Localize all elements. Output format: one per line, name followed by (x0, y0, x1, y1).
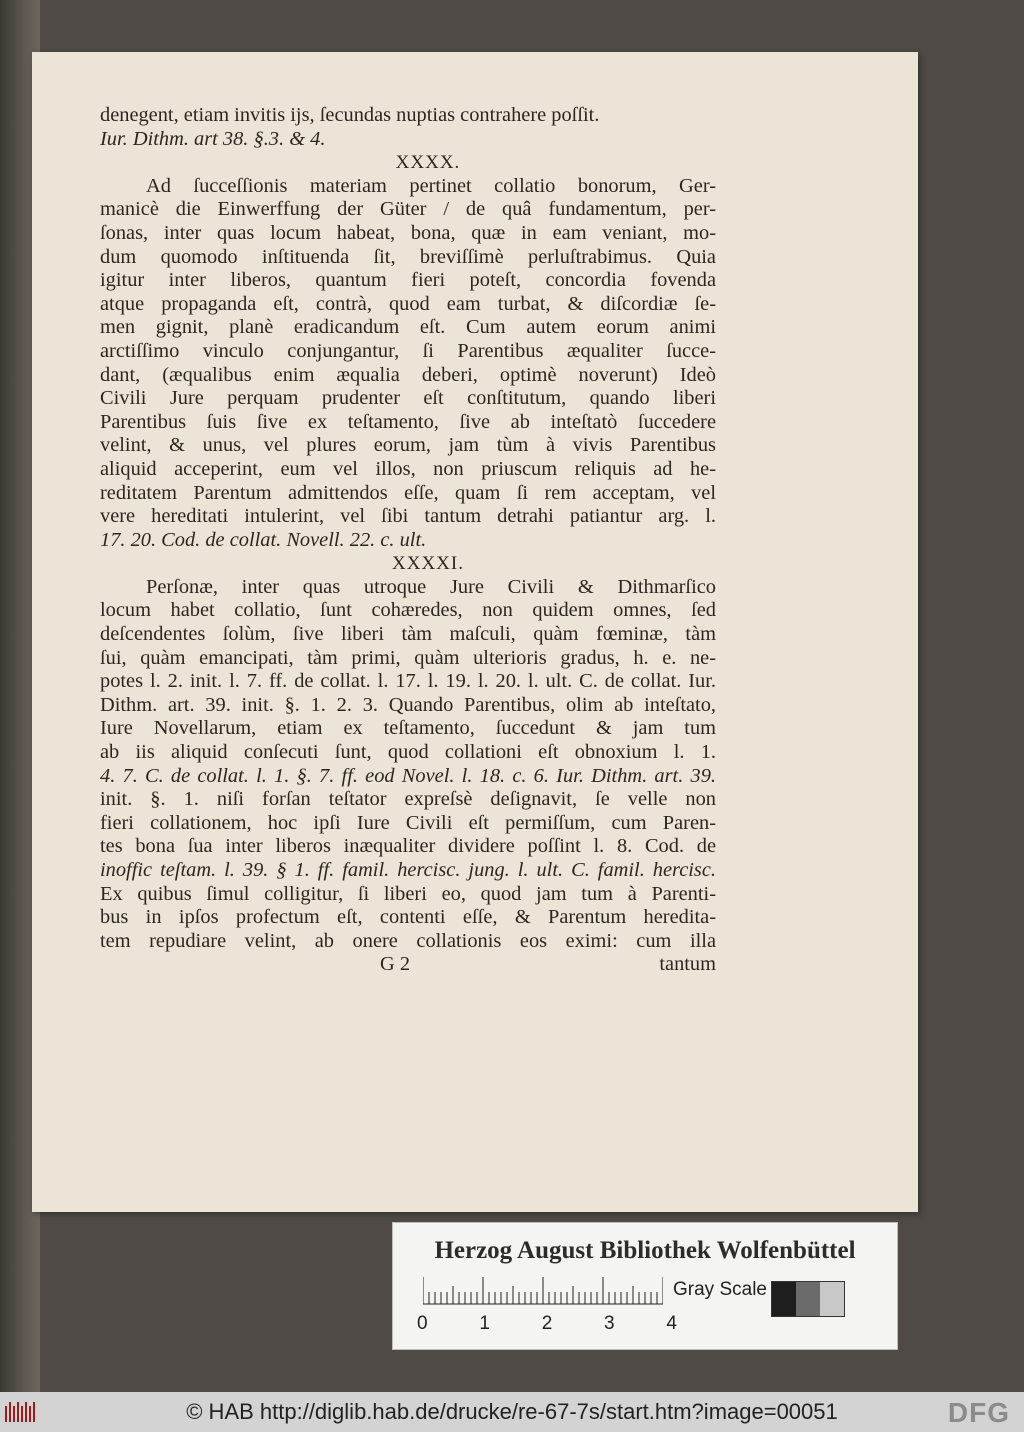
text-line: Iure Novellarum, etiam ex teſtamento, ſuccedunt & jam tum (100, 717, 716, 740)
text-line: tes bona ſua inter liberos inæqualiter dividere poſſint l. 8. Cod. de (100, 835, 716, 858)
scale-ruler (423, 1277, 663, 1305)
text-line: inoffic teſtam. l. 39. § 1. ff. famil. hercisc. jung. l. ult. C. famil. hercisc. (100, 859, 716, 881)
text-line: manicè die Einwerffung der Güter / de quâ fundamentum, per- (100, 198, 716, 221)
text-line: 17. 20. Cod. de collat. Novell. 22. c. ult. (100, 528, 427, 551)
scale-numbers (417, 1313, 677, 1335)
text-line: fieri collationem, hoc ipſi Iure Civili eſt permiſſum, cum Paren- (100, 811, 716, 834)
scale-number: 4 (666, 1313, 677, 1334)
text-line: Ex quibus ſimul colligitur, ſi liberi eo, quod jam tum à Parenti- (100, 882, 716, 905)
page-text-block (100, 104, 716, 977)
text-line: Parentibus ſuis ſive ex teſtamento, ſive ab inteſtatò ſuccedere (100, 410, 716, 433)
text-line: Ad ſucceſſionis materiam pertinet collatio bonorum, Ger- (146, 174, 716, 197)
text-line: aliquid acceperint, eum vel illos, non priuscum reliquis ad he- (100, 457, 716, 480)
dfg-logo: DFG (947, 1397, 1010, 1428)
text-line: velint, & unus, vel plures eorum, jam tùm à vivis Parentibus (100, 434, 716, 457)
text-line: locum habet collatio, ſunt cohæredes, non quidem omnes, ſed (100, 599, 716, 622)
scale-number: 1 (479, 1313, 490, 1334)
text-line: igitur inter liberos, quantum fieri poteſt, concordia fovenda (100, 269, 716, 292)
scale-number: 3 (604, 1313, 615, 1334)
text-line: Dithm. art. 39. init. §. 1. 2. 3. Quando Parentibus, olim ab inteſtato, (100, 693, 716, 716)
text-line: reditatem Parentum admittendos eſſe, quam ſi rem acceptam, vel (100, 481, 716, 504)
text-line: arctiſſimo vinculo conjungantur, ſi Parentibus æqualiter ſucce- (100, 339, 716, 362)
color-target-card (392, 1222, 898, 1350)
text-line: init. §. 1. niſi forſan teſtator expreſsè deſignavit, ſe velle non (100, 788, 716, 811)
text-line: denegent, etiam invitis ijs, ſecundas nuptias contrahere poſſit. (100, 104, 600, 126)
footer-bar (0, 1392, 1024, 1432)
catchword: tantum (659, 953, 716, 976)
text-line: dum quomodo inſtituenda ſit, breviſſimè perluſtrabimus. Quia (100, 245, 716, 268)
text-line: atque propaganda eſt, contrà, quod eam turbat, & diſcordiæ ſe- (100, 292, 716, 315)
page-footer-line (100, 953, 716, 977)
text-line: Iur. Dithm. art 38. §.3. & 4. (100, 127, 326, 150)
text-line: potes l. 2. init. l. 7. ff. de collat. l. 17. l. 19. l. 20. l. ult. C. de collat. Iur. (100, 670, 716, 693)
text-line: dant, (æqualibus enim æqualia deberi, optimè noverunt) Ideò (100, 363, 716, 386)
text-line: ab iis aliquid conſecuti ſunt, quod collationi eſt obnoxium l. 1. (100, 741, 716, 764)
scale-number: 2 (541, 1313, 553, 1334)
text-line: tem repudiare velint, ab onere collationis eos eximi: cum illa (100, 929, 716, 952)
text-line: vere hereditati intulerint, vel ſibi tantum detrahi patiantur arg. l. (100, 505, 716, 528)
scale-number: 0 (417, 1313, 428, 1334)
library-name: Herzog August Bibliothek Wolfenbüttel (434, 1237, 856, 1264)
text-line: deſcendentes ſolùm, ſive liberi tàm maſculi, quàm fœminæ, tàm (100, 623, 716, 646)
gray-patch (772, 1282, 796, 1316)
gray-scale-label: Gray Scale (673, 1279, 767, 1300)
text-line: Civili Jure perquam prudenter eſt conſtitutum, quando liberi (100, 387, 716, 410)
image-url-link[interactable]: © HAB http://diglib.hab.de/drucke/re-67-7s/start.htm?image=00051 (186, 1399, 838, 1424)
gray-patch (820, 1282, 844, 1316)
text-line: ſonas, inter quas locum habeat, bona, quæ in eam veniant, mo- (100, 221, 716, 244)
gray-patch (796, 1282, 820, 1316)
signature-mark: G 2 (380, 953, 411, 976)
gray-scale-swatch (771, 1281, 845, 1317)
text-line: 4. 7. C. de collat. l. 1. §. 7. ff. eod Novel. l. 18. c. 6. Iur. Dithm. art. 39. (100, 764, 716, 787)
text-line: bus in ipſos profectum eſt, contenti eſſe, & Parentum heredita- (100, 906, 716, 929)
text-line: ſui, quàm emancipati, tàm primi, quàm ulterioris gradus, h. e. ne- (100, 646, 716, 669)
text-line: Perſonæ, inter quas utroque Jure Civili & Dithmarſico (146, 575, 716, 598)
text-line: men gignit, planè eradicandum eſt. Cum autem eorum animi (100, 316, 716, 339)
text-line: XXXX. (395, 152, 461, 174)
text-line: XXXXI. (392, 553, 464, 575)
